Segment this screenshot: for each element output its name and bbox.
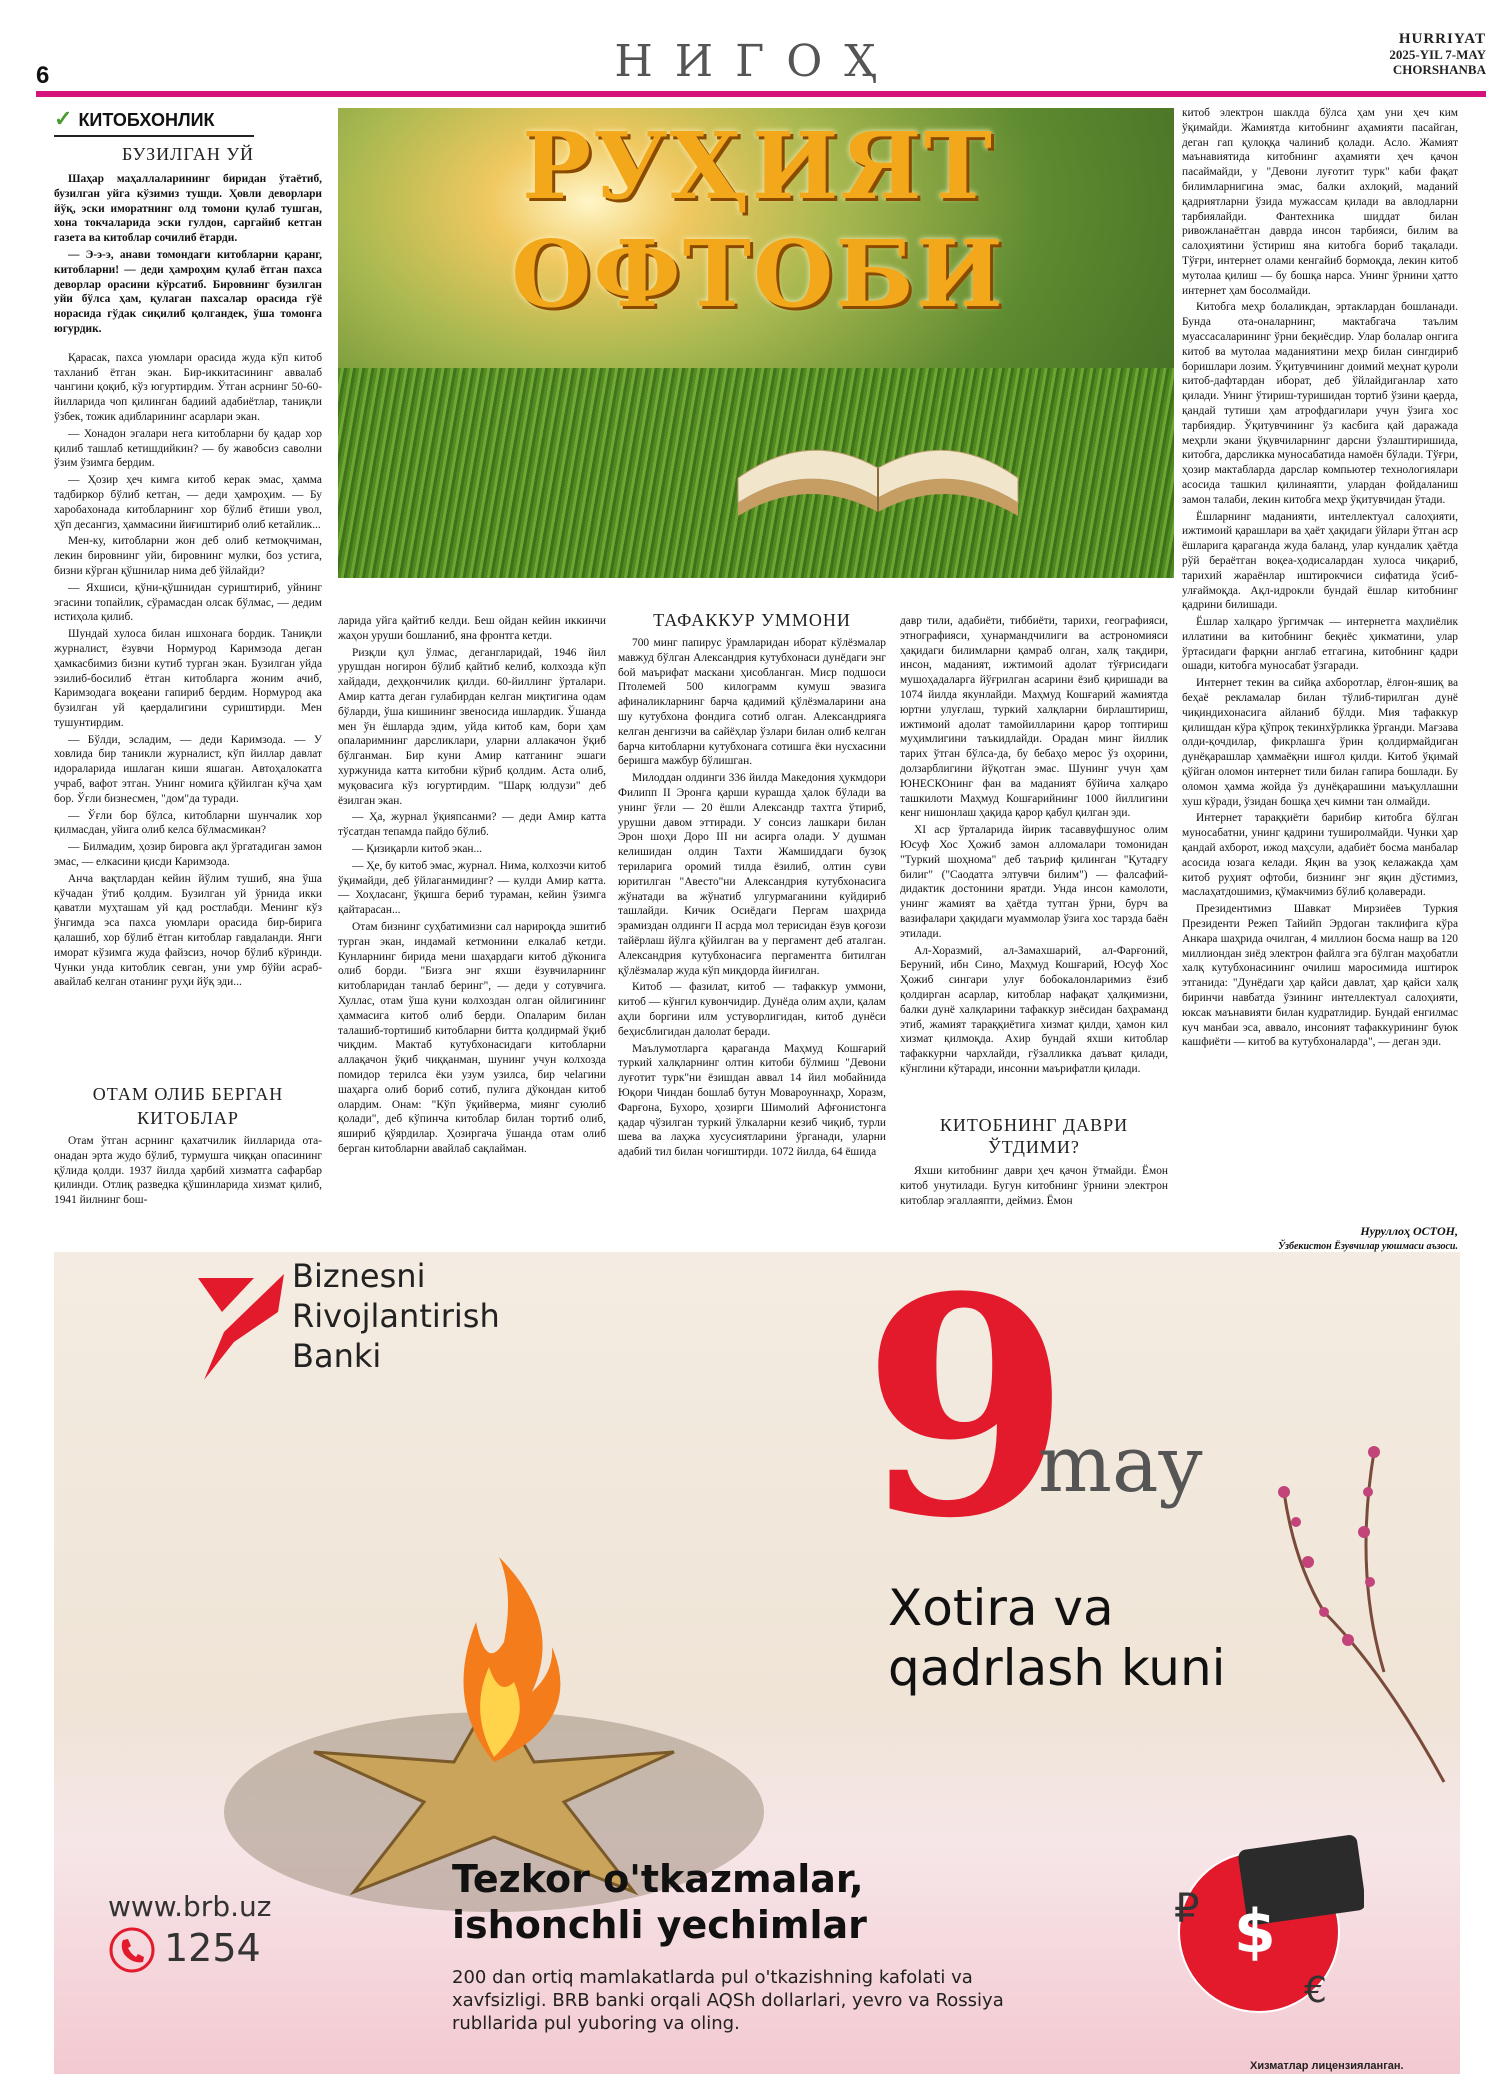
currency-globe-icon (1154, 1812, 1364, 2032)
bank-name-line: Rivojlantirish (292, 1297, 500, 1335)
column-4-bottom (900, 1164, 1168, 1210)
subheading-book-era: КИТОБНИНГ ДАВРИ ЎТДИМИ? (939, 1115, 1129, 1157)
date-month: may (1038, 1420, 1203, 1510)
column-4 (900, 614, 1168, 1079)
ad-tagline (452, 1856, 867, 1948)
rubric-label: КИТОБХОНЛИК (78, 110, 215, 130)
checkmark-icon: ✓ (54, 106, 73, 131)
paragraph: XI аср ўрталарида йирик тасаввуфшунос олим Юсуф Хос Ҳожиб замон алломалари томонидан "Туркий шоҳнома" деб таъриф қилинган "Қутадғу билиг" ("Саодатга элтувчи билим") — фалсафий-дидактик достонини яратди. Унда инсон камолоти, унинг жамият ва ҳаётда тутган ўрни, бурч ва вазифалари ҳақидаги муаммолар ўзига хос тарзда баён этилади. (900, 824, 1168, 940)
paragraph: китоб электрон шаклда бўлса ҳам уни ҳеч ким ўқимайди. Жамиятда китобнинг аҳамияти пасайган, деган гап қулоққа чалиниб қолади. Асло. Жамият маънавиятида китобнинг аҳамияти ҳеч қачон пасаймайди, у "Девони луғотит турк" каби фақат билимларнигина эмас, балки ахлоқий, маданий қадриятларни ўзида мужассам қилади ва авлодларни тарбиялайди. Фантехника шиддат билан ривожланаётган даврда инсон тарбияси, билим ва салоҳиятини ўстириш яна китобга бориб тақалади. Тўғри, интернет олами кенгайиб бормоқда, лекин китоб мутолаа қилиш — бу бошқа нарса. Унинг ўрнини ҳатто интернет ҳам босолмайди. (1182, 107, 1458, 297)
date-number: 9 (862, 1231, 1071, 1584)
header-rule (36, 91, 1486, 97)
paragraph: Анча вақтлардан кейин йўлим тушиб, яна ўша кўчадан ўтиб қолдим. Бузилган уй ўрнида икки қаватли муҳташам уй қад ростлабди. Менинг кўз ўнгимда эса пахса уюмлари орасида бир-бирига қалашиб, хор бўлиб ётган китоблар гавдаланди. Янги иморат кўзимга жуда файзсиз, ночор бўлиб кўринди. Чунки унда китоблик севган, уни умр бўйи асраб-авайлаб келган отанинг руҳи йўқ эди... (54, 872, 322, 989)
bank-name (292, 1256, 500, 1376)
paragraph: — Қизиқарли китоб экан... (352, 842, 483, 855)
rubric (54, 106, 254, 137)
paragraph: Милоддан олдинги 336 йилда Македония ҳукмдори Филипп II Эронга қарши курашда ҳалок бўлади ва унинг ўғли — 20 ёшли Александр таxтга ўтириб, урушни давом эттиради. У сонсиз лашкари билан Эрон шоҳи Доро III ни асирга олади. У душман келишидан олдин Тахти Жамшиддаги бузоқ териларига оромий тилда ёзилиб, олтин суви юритилган "Авесто"ни Александрия кутубхонасига жўнатади ва жўнатиб улгурмаганини куйдириб ташлайди. Кичик Осиёдаги Пергам шаҳрида эрамиздан олдинги II асрда мол терисидан ёзув қоғози тайёрлаш йўлга қўйилган ва у пергамент деб аталган. Александрия кутубхонасига пергаментга битилган қўлёзмалар жуда кўп миқдорда йиғилган. (618, 772, 886, 977)
paragraph: — Бўлди, эсладим, — деди Каримзода. — У ховлида бир таникли журналист, кўп йиллар давлат идораларида ишлаган киши яшаган. Автоҳалокатга учраб, вафот этган. Унинг номига қўйилган кўча ҳам бор. Ўғли бизнесмен, "дом"да туради. (54, 733, 322, 805)
phone-icon (108, 1926, 156, 1974)
holiday-name (888, 1578, 1226, 1698)
paragraph: — Билмадим, ҳозир бировга ақл ўргатадиган замон эмас, — елкасини қисди Каримзода. (54, 841, 322, 869)
paragraph: Мен-ку, китобларни жон деб олиб кетмоқчиман, лекин бировнинг уйи, бировнинг мулки, боз устига, бизни кўрган қўшнилар нима деб ўйлайди? (54, 535, 322, 577)
subheading-ocean-of-thought: ТАФАККУР УММОНИ (653, 610, 851, 630)
phone-number[interactable]: 1254 (164, 1926, 261, 1970)
paragraph: 700 минг папирус ўрамларидан иборат кўлёзмалар мавжуд бўлган Александрия кутубхонаси дунёдаги энг бой маърифат маскани ҳисобланган. Миср подшоси Птолемей 500 килограмм кумуш эвазига афиналикларнинг барча қадимий қўлёзмаларини ана шу кутубхона фондига сотиб олган. Александрияга келган денгизчи ва сайёҳлар ўзлари билан олиб келган барча китобларни кутубхонага сотишга ёки нусхасини беришга мажбур бўлишган. (618, 637, 886, 768)
author-title: Ўзбекистон Ёзувчилар уюшмаси аъзоси. (1278, 1241, 1458, 1252)
paragraph: Ал-Хоразмий, ал-Замахшарий, ал-Фарғоний, Беруний, ибн Сино, Маҳмуд Кошғарий, Юсуф Хос Ҳожиб сингари улуғ бобокалонларимиз ёзиб қолдирган асарлар, китоблар нафақат ҳалқимизни, балки дунё халқларини тафаккур зиёсидан баҳраманд этиб, жамият тараққиётига хизмат қилди, ҳамон кил хизмат қилмоқда. Ахир бундай яхши китоблар тафаккурни чархлайди, гўзалликка даъват қилади, кўнглини кўтаради, инсонни маърифатли қилади. (900, 944, 1168, 1075)
paragraph: давр тили, адабиёти, тиббиёти, тарихи, географияси, этнографияси, ҳунармандчилиги ва астрономияси ҳақидаги билимларни қамраб олган, халқ тақдири, инсон, маданият, ижтимоий адолат тўғрисидаги мушоҳадаларга йўғрилган асарини ёзиб қиришади ва 1074 йилда якунлайди. Маҳмуд Кошғарий жамиятда юртни улуғлаш, туркий халқларни бирлаштириш, ижтимоий адолат тамойилларини қарор топтириш муҳимлигини таъкидлайди. Орадан минг йиллик тарих ўтган бўлса-да, бу бебаҳо мерос ўз оҳорини, долзарблигини йўқотган эмас. Шунинг учун ҳам ЮНЕСКОнинг фан ва маданият бўйича халқаро ташкилоти Маҳмуд Кошғарийнинг 1000 йиллигини кенг нишонлаш ҳақида қарор қабул қилган эди. (900, 615, 1168, 820)
ad-description: 200 dan ortiq mamlakatlarda pul o'tkazishning kafolati va xavfsizligi. BRB banki orqali AQSh dollarlari, yevro va Rossiya rubllarida pul yuboring va oling. (452, 1967, 1004, 2034)
column-1-bottom (54, 1134, 322, 1210)
paragraph: Китобга меҳр болаликдан, эртаклардан бошланади. Бунда ота-оналарнинг, мактабгача таълим муассасаларининг ўрни беқиёсдир. Улар болалар онгига китоб ва мутолаа маданиятини меҳр билан сингдириб боришлари лозим. Ўқитувчининг доимий меҳнат қуроли китоб-дафтардан иборат, деб ўйлайдиганлар хато қилади. Унинг ўтириш-туришидан тортиб ўзини қаерда, қандай тутиши ҳам атрофдагилари учун ўзига хос тарбиядир. Ўқитувчининг ўз касбига қай даражада меҳрли экани ўқувчиларнинг дарсни ўзлаштиришида, китобга, дарсликка муносабатида намоён бўлади. Тўғри, ҳозир мактабларда дарслар компьютер технологиялари асосида ташкил қилинаяпти, улардан фойдаланиш замон талаби, лекин китобга меҳр ўқитувчидан ўтади. (1182, 301, 1458, 506)
paragraph: — Ҳа, журнал ўқияпсанми? — деди Амир катта тўсатдан тепамда пайдо бўлиб. (338, 811, 606, 839)
masthead-title: НИГОҲ (614, 36, 898, 87)
page-number: 6 (36, 62, 50, 89)
paragraph: Ёшларнинг маданияти, интеллектуал салоҳияти, ижтимоий қарашлари ва ҳаёт ҳақидаги ўйлари ўтган аср ёшларига қараганда жуда баланд, улар кундалик ҳаётда рўй бераётган воқеа-ҳодисалардан хулоса чиқариб, тарихий жараёнлар иштирокчиси сифатида ўсиб-улғаймоқда. Ақл-идрокли бундай ёшлар китобнинг қадрини билишади. (1182, 510, 1458, 612)
column-5 (1182, 106, 1458, 1052)
paragraph: — Хонадон эгалари нега китобларни бу қадар хор қилиб ташлаб кетишдийкин? — бу жавобсиз саволни ўзим ўзимга бердим. (54, 427, 322, 470)
lead-paragraph: Шаҳар маҳаллаларининг биридан ўтаётиб, бузилган уйга кўзимиз тушди. Ҳовли деворлари йўқ, эски иморатнинг олд томони қулаб тушган, хона токчаларида эски гулдон, саргайиб кетган газета ва китоблар сочилиб ётарди. (54, 173, 322, 245)
issue-date: 2025-YIL 7-MAY (1389, 47, 1486, 62)
svg-text:€: € (1304, 1970, 1327, 2011)
lead-paragraph-2: — Э-э-э, анави томондаги китобларни қаранг, китобларни! — деди ҳамроҳим қулаб ётган пахса деворлар орасини кўрсатиб. Бировнинг бузилган уйи бўлса ҳам, қулаган пахсалар орасида гўё норасида гўдак сиқилиб қолгандек, ўша томонга югурдик. (54, 248, 322, 335)
paragraph: Қарасак, пахса уюмлари орасида жуда кўп китоб тахланиб ётган экан. Бир-иккитасининг аввалаб чангини қоқиб, кўз югуртирдим. Ўтган асрнинг 50-60-йилларида чоп қилинган бадиий адабиётлар, таниқли ўзбек, тожик адибларининг асарлари экан. (54, 351, 322, 423)
bank-name-line: Banki (292, 1337, 382, 1375)
paragraph: ларида уйга қайтиб келди. Беш ойдан кейин иккинчи жаҳон уруши бошланиб, яна фронтга кетди. (338, 615, 606, 642)
subheading-father-books: ОТАМ ОЛИБ БЕРГАН КИТОБЛАР (92, 1084, 284, 1128)
paragraph: Китоб — фазилат, китоб — тафаккур уммони, китоб — кўнгил кувончидир. Дунёда олим аҳли, қалам аҳли боргини илм устуворлигидан, китоб дунёси беҳисблигидан далолат беради. (618, 981, 886, 1038)
ad-tagline-line: Tezkor o'tkazmalar, (452, 1857, 864, 1901)
paragraph: Шундай хулоса билан ишхонага бордик. Таниқли журналист, ёзувчи Нормурод Каримзода деган ҳамкасбимиз бизни кутиб турган экан. Бузилган уйда эзилиб-босилиб ётган китобларга жоним ачиб, Каримзодага воқеани гапириб бердим. Нормурод ака бузилган уй қаердалигини суриштирди. Мен тушунтирдим. (54, 628, 322, 729)
paragraph: — Ҳозир ҳеч кимга китоб керак эмас, ҳамма тадбиркор бўлиб кетган, — деди ҳамроҳим. — Бу харобахонада китобларнинг хор бўлиб ётиши увол, ҳўп десангиз, ҳаммасини йиғиштириб олиб кетайлик... (54, 474, 322, 531)
bank-name-line: Biznesni (292, 1257, 426, 1295)
paragraph: Интернет тараққиёти барибир китобга бўлган муносабатни, унинг қадрини туширолмайди. Чунки ҳар қандай ахборот, ижод маҳсули, адабиёт босма манбалар асосида юзага келади. Яқин ва узоқ келажакда ҳам китоб руҳият офтоби, бизнинг энг яқин дўстимиз, маслаҳатдошимиз, қўмакчимиз бўлиб қолаверади. (1182, 812, 1458, 899)
paragraph: Яхши китобнинг даври ҳеч қачон ўтмайди. Ёмон китоб унутилади. Бугун китобнинг ўрнини электрон китоблар эгаллаяпти, деймиз. Ёмон (900, 1165, 1168, 1207)
author-signature (1180, 1224, 1458, 1254)
subheading-ruined-house: БУЗИЛГАН УЙ (121, 144, 255, 164)
ad-tagline-line: ishonchli yechimlar (452, 1903, 867, 1947)
headline: РУҲИЯТ ОФТОБИ (511, 112, 1005, 328)
column-3 (618, 636, 886, 1162)
paragraph: Президентимиз Шавкат Мирзиёев Туркия Президенти Режеп Тайийп Эрдоган таклифига кўра Анкара шаҳрида очилган, 4 миллион босма нашр ва 120 миллиондан зиёд электрон файлга эга бўлган маҳобатли халқ кутубхонасининг очилиш маросимида иштирок этганида: "Дунёдаги ҳар қайси давлат, ҳар қайси халқ биринчи навбатда ўзининг интеллектуал салоҳияти, юксак маънавияти билан кудратлидир. Бундай енгилмас куч манбаи эса, аввало, инсоният тафаккурининг буюк кашфиёти — китоб ва кутубхоналарда", — деган эди. (1182, 903, 1458, 1049)
holiday-name-line: qadrlash kuni (888, 1639, 1226, 1697)
paragraph: — Ҳе, бу китоб эмас, журнал. Нима, колхозчи китоб ўқимайди, деб ўйлаганмидинг? — кулди Амир катта. — Хоҳласанг, ўқишга бериб тураман, кейин ўзимга қайтарасан... (338, 859, 606, 917)
paragraph: — Яхшиси, қўни-қўшнидан суриштириб, уйнинг эгасини топайлик, сўрамасдан олсак бўлмас, — дедим истиҳола қилиб. (54, 581, 322, 624)
license-note: Хизматлар лицензияланган. (1250, 2060, 1404, 2072)
issue-info (1389, 32, 1486, 77)
author-name: Нуруллоҳ ОСТОН, (1360, 1224, 1458, 1238)
bank-logo-icon (194, 1272, 290, 1382)
website-link[interactable]: www.brb.uz (108, 1890, 272, 1923)
paragraph: — Ўғли бор бўлса, китобларни шунчалик хор қилмасдан, уйига олиб келса бўлмасмикан? (54, 809, 322, 837)
paper-name: HURRIYAT (1398, 31, 1486, 47)
issue-weekday: CHORSHANBA (1392, 62, 1486, 77)
column-1 (54, 172, 322, 992)
paragraph: Ризқли қул ўлмас, дегангларидай, 1946 йил урушдан ногирон бўлиб қайтиб келиб, колхозда кўп хайдади, деҳқончилик қилди. 60-йиллинг ўрталари. Амир катта деган гулабирдан келган миқтигина одам бўларди, ўша кишининг звеносида ишлардик. Ўшанда мен ўн ёшларда эдим, уйда китоб кам, бори ҳам опаларимнинг дарсликлари, уларни аллакачон ўқиб бўлганман. Бир куни Амир катганинг эшаги хуржунида катта китобни кўриб қолдим. Аста олиб, муқовасига кўз югуртирдим. "Шарқ юлдузи" деб ёзилган экан. (338, 646, 606, 807)
svg-text:₽: ₽ (1174, 1886, 1200, 1932)
paragraph: Отам бизнинг суҳбатимизни сал нарироқда эшитиб турган экан, индамай кетмонини елкалаб кетди. Кунларнинг бирида мени шаҳардаги китоб дўконига олиб борди. "Бизга энг яхши ёзувчиларнинг китобларидан танлаб беринг", — деди у сотувчига. Хуллас, отам ўша куни колхоздан олган ойлигининг ҳаммасига китоб олиб берди. Опаларим билан талашиб-тортишиб китобларни битта қолдирмай ўқиб чиқдим. Мактаб кутубхонасидаги китобларни аллақачон ўқиб чиққанман, шунинг учун колхозда помидор терилса ёки узум узилса, бир чеlагини шаҳарга олиб бориб сотиб, пулига дўкондан китоб олардим. Онам: "Кўп ўқийверма, миянг суюлиб қолади", деб кўпинча китоблар билан тортиб олиб, яшириб қўярдилар. Ҳозиргача ўшанда отам олиб берган китобларни авайлаб сақлайман. (338, 920, 606, 1155)
blossom-branch-icon (1264, 1372, 1454, 1792)
paragraph: Интернет текин ва сийқа ахборотлар, ёлғон-яшиқ ва беҳаё рекламалар билан тўлиб-тирилган дунё чиқиндихонасига айланиб бўлди. Мия тафаккур қилишдан кўра қўпроқ текинхўрликка ўрганди. Мағзава олди-қочдилар, фикрлашга ўрин қолдирмайдиган дунёқарашлар ҳаммаёқни ишғол қилди. Китоб ўқимай қўйган оломон интернет тили билан гапира бошлади. Бу оломон ҳамма жойда ўз дунёқарашини маъқуллашни хуш кўради, ўзидан бошқа ҳеч кимни тан олмайди. (1182, 677, 1458, 808)
svg-text:$: $ (1234, 1897, 1276, 1967)
holiday-name-line: Xotira va (888, 1579, 1114, 1637)
paragraph: Ёшлар халқаро ўргимчак — интернетга маҳлиёлик иллатини ва китобнинг беқиёс ҳикматини, улар ўртасидаги фарқни англаб етгагина, китобнинг қадри ошади, китобга муносабат ўзгаради. (1182, 616, 1458, 673)
paragraph: Отам ўтган асрнинг қахатчилик йилларида ота-онадан эрта жудо бўлиб, турмушга чиққан опасининг қўлида қолди. 1937 йилда ҳарбий хизматга сафарбар қилинди. Отлиқ разведка қўшинларида хизмат қилиб, 1941 йилнинг бош- (54, 1135, 322, 1207)
open-book-illustration (728, 408, 1028, 528)
paragraph: Маълумотларга қараганда Маҳмуд Кошғарий туркий халқларнинг олтин китоби бўлмиш "Девони луғотит турк"ни ёзишдан аввал 14 йил мобайнида Юқори Чиндан бошлаб бутун Мовароуннаҳр, Хоразм, Фарғона, Бухоро, ҳозирги Шимолий Афғонистонга қадар чўзилган туркий ўлкаларни кезиб чиқиб, турли шева ва лаҳжа хусусиятларини ўрганади, уларни адабий тил билан чоғиштирди. 1072 йилда, 64 ёшида (618, 1042, 886, 1159)
column-2 (338, 614, 606, 1159)
